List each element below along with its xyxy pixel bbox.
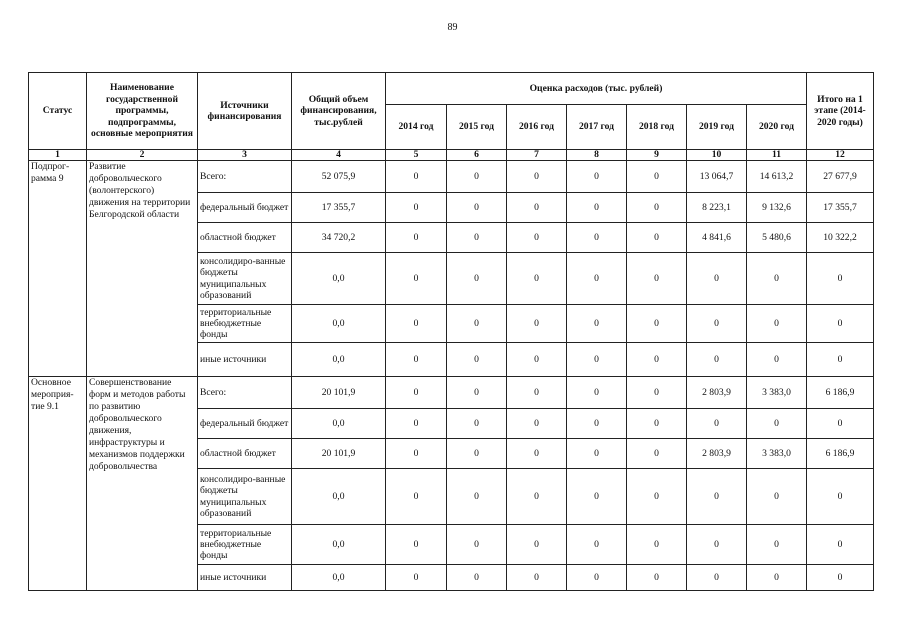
row-stage-total: 6 186,9 <box>807 439 874 469</box>
row-year-value: 9 132,6 <box>747 193 807 223</box>
row-year-value: 0 <box>567 161 627 193</box>
row-year-value: 8 223,1 <box>687 193 747 223</box>
header-row-top <box>29 73 874 105</box>
row-total: 0,0 <box>292 525 386 565</box>
row-total: 20 101,9 <box>292 377 386 409</box>
row-name: Развитие добровольческого (волонтерского) движения на территории Белгородской области <box>87 161 198 377</box>
row-year-value: 0 <box>386 223 447 253</box>
row-year-value: 0 <box>447 409 507 439</box>
row-total: 17 355,7 <box>292 193 386 223</box>
row-source: консолидиро-ванные бюджеты муниципальных образований <box>198 469 292 525</box>
column-number: 2 <box>87 150 198 161</box>
row-stage-total: 0 <box>807 343 874 377</box>
row-year-value: 0 <box>567 377 627 409</box>
row-year-value: 0 <box>386 565 447 591</box>
header-status: Статус <box>29 73 87 150</box>
row-year-value: 0 <box>567 469 627 525</box>
row-total: 52 075,9 <box>292 161 386 193</box>
row-year-value: 0 <box>687 409 747 439</box>
row-year-value: 0 <box>567 439 627 469</box>
header-year: 2019 год <box>687 105 747 150</box>
row-year-value: 0 <box>386 409 447 439</box>
row-source: территориальные внебюджетные фонды <box>198 305 292 343</box>
row-year-value: 13 064,7 <box>687 161 747 193</box>
column-number: 3 <box>198 150 292 161</box>
row-year-value: 0 <box>507 409 567 439</box>
row-year-value: 0 <box>627 409 687 439</box>
row-year-value: 0 <box>627 377 687 409</box>
header-year: 2015 год <box>447 105 507 150</box>
row-year-value: 0 <box>627 305 687 343</box>
row-year-value: 0 <box>687 343 747 377</box>
row-year-value: 0 <box>386 377 447 409</box>
header-year: 2020 год <box>747 105 807 150</box>
row-year-value: 0 <box>507 439 567 469</box>
row-year-value: 0 <box>447 253 507 305</box>
row-year-value: 0 <box>507 305 567 343</box>
row-year-value: 0 <box>386 343 447 377</box>
column-number: 9 <box>627 150 687 161</box>
row-year-value: 0 <box>447 439 507 469</box>
row-year-value: 0 <box>747 343 807 377</box>
row-year-value: 3 383,0 <box>747 377 807 409</box>
row-year-value: 0 <box>507 193 567 223</box>
row-year-value: 0 <box>687 305 747 343</box>
row-total: 0,0 <box>292 469 386 525</box>
row-year-value: 0 <box>627 469 687 525</box>
row-total: 0,0 <box>292 565 386 591</box>
row-year-value: 14 613,2 <box>747 161 807 193</box>
row-year-value: 3 383,0 <box>747 439 807 469</box>
row-year-value: 0 <box>687 253 747 305</box>
row-year-value: 0 <box>747 253 807 305</box>
header-stage-total: Итого на 1 этапе (2014-2020 годы) <box>807 73 874 150</box>
row-year-value: 0 <box>747 409 807 439</box>
row-status: Подпрог-рамма 9 <box>29 161 87 377</box>
header-year: 2014 год <box>386 105 447 150</box>
row-year-value: 0 <box>627 223 687 253</box>
row-year-value: 0 <box>627 253 687 305</box>
row-year-value: 0 <box>627 565 687 591</box>
header-total-volume: Общий объем финансирования, тыс.рублей <box>292 73 386 150</box>
row-status: Основное мероприя-тие 9.1 <box>29 377 87 591</box>
row-year-value: 0 <box>447 469 507 525</box>
header-sources: Источники финансирования <box>198 73 292 150</box>
row-year-value: 0 <box>567 409 627 439</box>
column-number: 6 <box>447 150 507 161</box>
row-year-value: 2 803,9 <box>687 377 747 409</box>
row-year-value: 0 <box>507 161 567 193</box>
row-source: иные источники <box>198 343 292 377</box>
row-year-value: 0 <box>687 565 747 591</box>
row-year-value: 0 <box>447 525 507 565</box>
row-total: 0,0 <box>292 409 386 439</box>
row-year-value: 0 <box>507 223 567 253</box>
row-year-value: 0 <box>627 161 687 193</box>
row-name: Совершенствование форм и методов работы по развитию добровольческого движения, инфраструктуры и механизмов поддержки добровольчества <box>87 377 198 591</box>
row-year-value: 0 <box>747 565 807 591</box>
table-row <box>29 161 874 193</box>
row-stage-total: 6 186,9 <box>807 377 874 409</box>
row-year-value: 0 <box>747 469 807 525</box>
row-source: федеральный бюджет <box>198 193 292 223</box>
row-year-value: 0 <box>507 253 567 305</box>
column-number: 1 <box>29 150 87 161</box>
row-year-value: 0 <box>386 305 447 343</box>
row-year-value: 5 480,6 <box>747 223 807 253</box>
row-source: областной бюджет <box>198 223 292 253</box>
row-stage-total: 0 <box>807 565 874 591</box>
row-source: федеральный бюджет <box>198 409 292 439</box>
row-year-value: 0 <box>627 343 687 377</box>
row-year-value: 0 <box>687 525 747 565</box>
row-year-value: 0 <box>507 377 567 409</box>
row-total: 0,0 <box>292 343 386 377</box>
row-year-value: 0 <box>567 343 627 377</box>
row-source: Всего: <box>198 161 292 193</box>
header-year: 2017 год <box>567 105 627 150</box>
column-number: 8 <box>567 150 627 161</box>
row-total: 0,0 <box>292 253 386 305</box>
row-year-value: 0 <box>567 193 627 223</box>
row-year-value: 0 <box>386 193 447 223</box>
row-year-value: 0 <box>747 305 807 343</box>
column-number: 7 <box>507 150 567 161</box>
row-year-value: 0 <box>627 193 687 223</box>
row-year-value: 0 <box>386 161 447 193</box>
row-source: иные источники <box>198 565 292 591</box>
row-year-value: 0 <box>567 565 627 591</box>
table-row <box>29 377 874 409</box>
column-number: 12 <box>807 150 874 161</box>
row-year-value: 0 <box>386 253 447 305</box>
row-stage-total: 0 <box>807 525 874 565</box>
row-source: областной бюджет <box>198 439 292 469</box>
row-year-value: 0 <box>627 439 687 469</box>
header-year: 2016 год <box>507 105 567 150</box>
row-year-value: 4 841,6 <box>687 223 747 253</box>
row-year-value: 0 <box>447 305 507 343</box>
header-name: Наименование государственной программы, подпрограммы, основные мероприятия <box>87 73 198 150</box>
budget-table <box>28 72 874 591</box>
row-year-value: 0 <box>447 565 507 591</box>
row-total: 20 101,9 <box>292 439 386 469</box>
row-year-value: 0 <box>386 469 447 525</box>
column-number-row <box>29 150 874 161</box>
row-year-value: 0 <box>447 377 507 409</box>
row-stage-total: 10 322,2 <box>807 223 874 253</box>
row-year-value: 0 <box>447 161 507 193</box>
row-year-value: 0 <box>627 525 687 565</box>
row-source: территориальные внебюджетные фонды <box>198 525 292 565</box>
row-year-value: 0 <box>567 305 627 343</box>
header-estimate: Оценка расходов (тыс. рублей) <box>386 73 807 105</box>
row-year-value: 0 <box>507 469 567 525</box>
row-year-value: 2 803,9 <box>687 439 747 469</box>
row-source: Всего: <box>198 377 292 409</box>
row-year-value: 0 <box>447 343 507 377</box>
page-number: 89 <box>447 22 458 33</box>
row-year-value: 0 <box>567 525 627 565</box>
header-year: 2018 год <box>627 105 687 150</box>
row-total: 0,0 <box>292 305 386 343</box>
row-year-value: 0 <box>447 193 507 223</box>
row-year-value: 0 <box>447 223 507 253</box>
row-stage-total: 0 <box>807 409 874 439</box>
row-stage-total: 17 355,7 <box>807 193 874 223</box>
column-number: 11 <box>747 150 807 161</box>
table-body <box>29 161 874 591</box>
column-number: 10 <box>687 150 747 161</box>
row-year-value: 0 <box>747 525 807 565</box>
row-year-value: 0 <box>386 439 447 469</box>
row-year-value: 0 <box>507 343 567 377</box>
row-year-value: 0 <box>507 565 567 591</box>
row-total: 34 720,2 <box>292 223 386 253</box>
row-year-value: 0 <box>567 253 627 305</box>
row-year-value: 0 <box>687 469 747 525</box>
row-stage-total: 0 <box>807 305 874 343</box>
row-year-value: 0 <box>567 223 627 253</box>
row-stage-total: 27 677,9 <box>807 161 874 193</box>
row-stage-total: 0 <box>807 469 874 525</box>
column-number: 5 <box>386 150 447 161</box>
row-source: консолидиро-ванные бюджеты муниципальных образований <box>198 253 292 305</box>
row-stage-total: 0 <box>807 253 874 305</box>
column-number: 4 <box>292 150 386 161</box>
row-year-value: 0 <box>507 525 567 565</box>
row-year-value: 0 <box>386 525 447 565</box>
